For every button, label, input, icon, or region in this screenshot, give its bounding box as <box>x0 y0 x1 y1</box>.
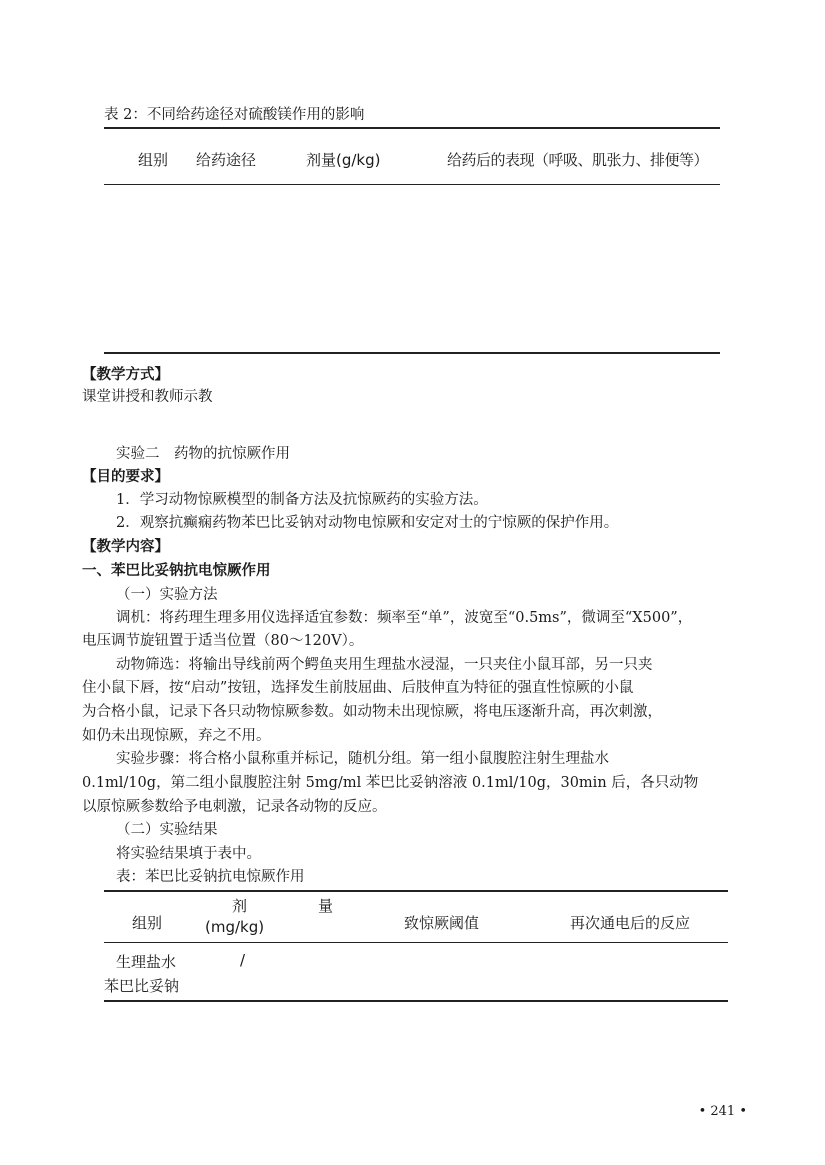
table3-caption: 表：苯巴比妥钠抗电惊厥作用 <box>116 869 305 885</box>
table2-header-effect: 给药后的表现（呼吸、肌张力、排便等） <box>447 151 709 169</box>
method-title: （一）实验方法 <box>116 587 218 603</box>
table2-top-rule <box>104 127 720 129</box>
table3-header-threshold: 致惊厥阈值 <box>404 914 480 932</box>
paragraph-line: 如仍未出现惊厥，弃之不用。 <box>82 728 271 744</box>
table3-header-group: 组别 <box>132 914 163 932</box>
paragraph-line: 以原惊厥参数给予电刺激，记录各动物的反应。 <box>82 799 387 815</box>
paragraph-line: 为合格小鼠，记录下各只动物惊厥参数。如动物未出现惊厥，将电压逐渐升高，再次刺激， <box>82 704 662 720</box>
teaching-method-text: 课堂讲授和教师示教 <box>82 389 213 405</box>
table3-header-dose-unit: (mg/kg) <box>205 918 265 936</box>
table2-header-rule <box>104 184 720 185</box>
paragraph-line: 调机：将药理生理多用仪选择适宜参数：频率至“单”，波宽至“0.5ms”，微调至“X500”， <box>116 610 693 626</box>
table3-row-group: 苯巴比妥钠 <box>104 977 180 995</box>
paragraph-line: 动物筛选：将输出导线前两个鳄鱼夹用生理盐水浸湿，一只夹住小鼠耳部，另一只夹 <box>116 657 653 673</box>
teaching-method-heading: 【教学方式】 <box>82 367 169 383</box>
table3-row-group: 生理盐水 <box>116 953 177 971</box>
table3-bottom-rule <box>104 1000 728 1002</box>
table2-header-group: 组别 <box>138 151 169 169</box>
table2-header-route: 给药途径 <box>196 151 257 169</box>
table3-top-rule <box>104 890 728 892</box>
objective-1: 1．学习动物惊厥模型的制备方法及抗惊厥药的实验方法。 <box>116 492 488 508</box>
paragraph-line: 实验步骤：将合格小鼠称重并标记，随机分组。第一组小鼠腹腔注射生理盐水 <box>116 751 609 767</box>
content-heading: 【教学内容】 <box>82 539 169 555</box>
objectives-heading: 【目的要求】 <box>82 469 169 485</box>
objective-2: 2．观察抗癫痫药物苯巴比妥钠对动物电惊厥和安定对士的宁惊厥的保护作用。 <box>116 515 619 531</box>
table3-row-dose: / <box>240 951 246 969</box>
result-text: 将实验结果填于表中。 <box>116 846 261 862</box>
table2-header-dose: 剂量(g/kg) <box>306 151 381 169</box>
paragraph-line: 住小鼠下唇，按“启动”按钮，选择发生前肢屈曲、后肢伸直为特征的强直性惊厥的小鼠 <box>82 680 634 696</box>
paragraph-line: 电压调节旋钮置于适当位置（80～120V）。 <box>82 633 364 649</box>
table2-bottom-rule <box>104 352 720 354</box>
table3-header-rule <box>104 942 728 943</box>
page-number: • 241 • <box>698 1104 747 1119</box>
experiment2-title: 实验二 药物的抗惊厥作用 <box>116 446 290 462</box>
result-title: （二）实验结果 <box>116 822 218 838</box>
section1-title: 一、苯巴比妥钠抗电惊厥作用 <box>82 563 271 579</box>
table3-header-reaction: 再次通电后的反应 <box>570 914 691 932</box>
table2-caption: 表 2：不同给药途径对硫酸镁作用的影响 <box>104 107 365 123</box>
table3-header-dose-char-b: 量 <box>318 897 334 915</box>
table3-header-dose-char-a: 剂 <box>232 897 248 915</box>
paragraph-line: 0.1ml/10g，第二组小鼠腹腔注射 5mg/ml 苯巴比妥钠溶液 0.1ml/10g，30min 后，各只动物 <box>82 775 699 791</box>
